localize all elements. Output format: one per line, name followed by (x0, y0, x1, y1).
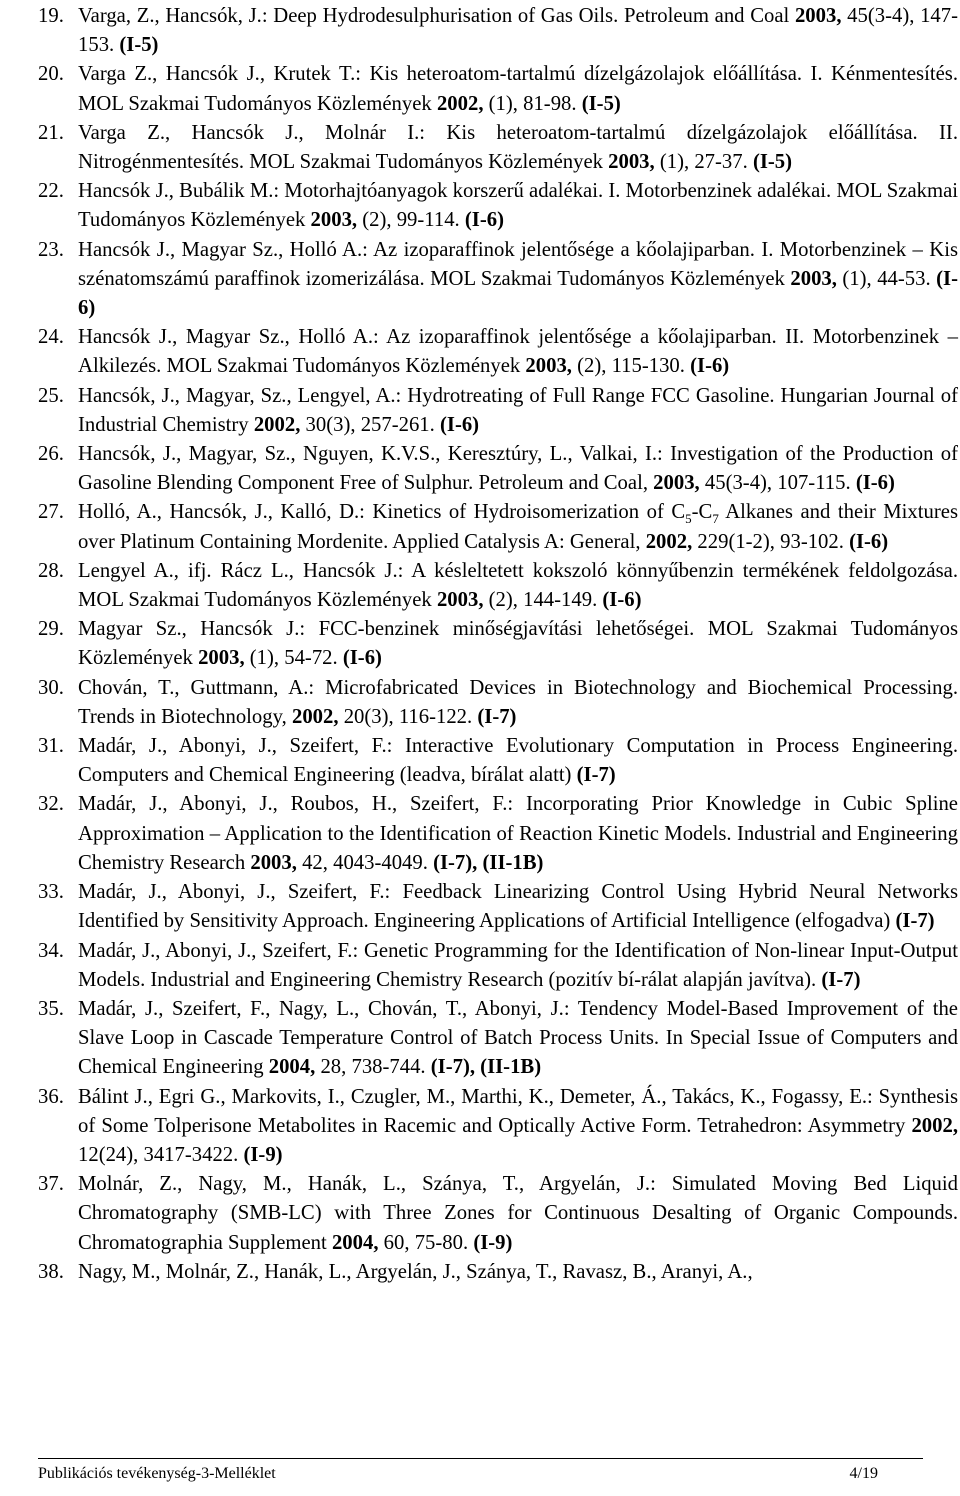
reference-bold-segment: 2004, (268, 1056, 316, 1079)
reference-segment: Bálint J., Egri G., Markovits, I., Czugler, M., Marthi, K., Demeter, Á., Takács, K., Fogassy, E.: Synthesis of Some Tolperisone Metabolites in Racemic and Optically Active Form. Tetrahedron: Asymmetry (78, 1085, 958, 1137)
footer-divider (38, 1458, 923, 1459)
reference-bold-segment: (I-7) (895, 910, 935, 933)
reference-bold-segment: (I-9) (473, 1231, 513, 1254)
reference-segment: (1), 44-53. (836, 267, 937, 290)
reference-segment: Hancsók J., Magyar Sz., Holló A.: Az izoparaffinok jelentősége a kőolajiparban. I. Motorbenzinek – Kis szénatomszámú paraffinok izomerizálása. MOL Szakmai Tudományos Közlemények (78, 238, 958, 290)
reference-bold-segment: (I-7) (821, 968, 861, 991)
reference-number: 38. (38, 1260, 64, 1283)
reference-bold-segment: (I-6) (602, 589, 642, 612)
reference-text (78, 2, 958, 60)
reference-bold-segment: (I-5) (119, 34, 159, 57)
reference-item (38, 440, 958, 498)
reference-number: 36. (38, 1085, 64, 1108)
reference-segment: Hancsók J., Magyar Sz., Holló A.: Az izoparaffinok jelentősége a kőolajiparban. II. Motorbenzinek – Alkilezés. MOL Szakmai Tudományos Közlemények (78, 326, 958, 378)
reference-bold-segment: 2002, (253, 413, 301, 436)
reference-bold-segment: (I-7) (576, 764, 616, 787)
reference-number: 19. (38, 5, 64, 27)
reference-text (78, 937, 958, 995)
reference-bold-segment: 2002, (436, 92, 484, 115)
reference-text (78, 1258, 958, 1287)
reference-number: 25. (38, 384, 64, 407)
reference-number: 28. (38, 559, 64, 582)
reference-number: 32. (38, 793, 64, 816)
reference-segment: 28, 738-744. (315, 1056, 431, 1079)
reference-segment: 30(3), 257-261. (300, 413, 440, 436)
reference-text (78, 177, 958, 235)
reference-text (78, 995, 958, 1083)
reference-bold-segment: 2003, (310, 209, 358, 232)
reference-segment: Varga, Z., Hancsók, J.: Deep Hydrodesulphurisation of Gas Oils. Petroleum and Coal (78, 5, 795, 27)
reference-item (38, 615, 958, 673)
reference-segment: 12(24), 3417-3422. (78, 1143, 244, 1166)
reference-segment: 45(3-4), 147-153. (78, 5, 958, 57)
reference-segment: Varga Z., Hancsók J., Krutek T.: Kis heteroatom-tartalmú dízelgázolajok előállítása. I. Kénmentesítés. MOL Szakmai Tudományos Közlemények (78, 63, 958, 115)
reference-segment: (2), 115-130. (571, 355, 691, 378)
reference-item (38, 2, 958, 60)
reference-segment: Madár, J., Szeifert, F., Nagy, L., Chován, T., Abonyi, J.: Tendency Model-Based Improvement of the Slave Loop in Cascade Temperature Control of Batch Process Units. In Special Issue of Computers and Chemical Engineering (78, 997, 958, 1079)
reference-segment: Hancsók, J., Magyar, Sz., Lengyel, A.: Hydrotreating of Full Range FCC Gasoline. Hungarian Journal of Industrial Chemistry (78, 384, 958, 436)
reference-number: 37. (38, 1173, 64, 1196)
reference-list (38, 2, 958, 1287)
reference-text (78, 790, 958, 878)
reference-item (38, 1083, 958, 1171)
reference-item (38, 382, 958, 440)
reference-segment: -C (691, 501, 713, 524)
reference-text (78, 60, 958, 118)
reference-bold-segment: 2003, (790, 267, 837, 290)
reference-segment: Hancsók J., Bubálik M.: Motorhajtóanyagok korszerű adalékai. I. Motorbenzinek adalékai. MOL Szakmai Tudományos Közlemények (78, 180, 958, 232)
reference-text (78, 732, 958, 790)
reference-number: 20. (38, 63, 64, 86)
reference-subscript: 7 (712, 511, 719, 527)
reference-text (78, 323, 958, 381)
reference-segment: Madár, J., Abonyi, J., Szeifert, F.: Genetic Programming for the Identification of Non-linear Input-Output Models. Industrial and Engineering Chemistry Research (pozitív bí-rálat alapján javítva). (78, 939, 958, 991)
reference-text (78, 878, 958, 936)
reference-bold-segment: 2003, (653, 472, 700, 495)
reference-number: 22. (38, 180, 64, 203)
reference-number: 24. (38, 326, 64, 349)
reference-bold-segment: (I-6) (855, 472, 895, 495)
reference-number: 23. (38, 238, 64, 261)
reference-text (78, 1083, 958, 1171)
reference-item (38, 119, 958, 177)
reference-text (78, 1170, 958, 1258)
reference-segment: Alkanes and their Mixtures over Platinum Containing Mordenite. Applied Catalysis A: General, (78, 501, 958, 553)
reference-segment: Molnár, Z., Nagy, M., Hanák, L., Szánya, T., Argyelán, J.: Simulated Moving Bed Liquid Chromatography (SMB-LC) with Three Zones for Continuous Desalting of Organic Compounds. Chromatographia Supplement (78, 1173, 958, 1254)
reference-item (38, 937, 958, 995)
reference-bold-segment: (I-5) (752, 151, 792, 174)
reference-segment: (2), 99-114. (357, 209, 465, 232)
reference-text (78, 119, 958, 177)
reference-bold-segment: (I-6) (78, 267, 958, 320)
reference-text (78, 440, 958, 498)
reference-segment: (2), 144-149. (483, 589, 603, 612)
reference-bold-segment: (I-6) (440, 413, 480, 436)
reference-item (38, 732, 958, 790)
reference-bold-segment: 2002, (645, 530, 693, 553)
reference-bold-segment: (I-9) (243, 1143, 283, 1166)
reference-segment: 42, 4043-4049. (296, 851, 434, 874)
reference-segment: Madár, J., Abonyi, J., Roubos, H., Szeifert, F.: Incorporating Prior Knowledge in Cubic Spline Approximation – Application to the Identification of Reaction Kinetic Models. Industrial and Engineering Chemistry Research (78, 793, 958, 874)
reference-text (78, 557, 958, 615)
reference-item (38, 557, 958, 615)
reference-bold-segment: 2003, (525, 355, 572, 378)
reference-item (38, 236, 958, 324)
reference-bold-segment: 2004, (331, 1231, 379, 1254)
reference-number: 33. (38, 881, 64, 904)
reference-bold-segment: 2003, (794, 5, 842, 27)
reference-segment: Madár, J., Abonyi, J., Szeifert, F.: Feedback Linearizing Control Using Hybrid Neural Networks Identified by Sensitivity Approach. Engineering Applications of Artificial Intelligence (elfogadva) (78, 881, 958, 933)
reference-number: 31. (38, 735, 64, 758)
page-number: 4/19 (849, 1465, 878, 1482)
reference-bold-segment: 2003, (436, 589, 484, 612)
reference-text (78, 236, 958, 324)
reference-item (38, 878, 958, 936)
reference-segment: 60, 75-80. (378, 1231, 474, 1254)
reference-text (78, 382, 958, 440)
reference-number: 27. (38, 501, 64, 524)
reference-segment: Hancsók, J., Magyar, Sz., Nguyen, K.V.S., Keresztúry, L., Valkai, I.: Investigation of the Production of Gasoline Blending Component Free of Sulphur. Petroleum and Coal, (78, 443, 958, 495)
reference-bold-segment: (I-7), (II-1B) (433, 851, 544, 874)
reference-segment: Magyar Sz., Hancsók J.: FCC-benzinek minőségjavítási lehetőségei. MOL Szakmai Tudományos Közlemények (78, 618, 958, 670)
reference-item (38, 498, 958, 556)
reference-text (78, 674, 958, 732)
reference-segment: 45(3-4), 107-115. (699, 472, 856, 495)
reference-segment: 229(1-2), 93-102. (692, 530, 850, 553)
reference-number: 26. (38, 443, 64, 466)
reference-bold-segment: 2002, (911, 1114, 958, 1137)
reference-bold-segment: 2003, (250, 851, 297, 874)
reference-bold-segment: (I-6) (342, 647, 382, 670)
reference-text (78, 615, 958, 673)
reference-item (38, 1170, 958, 1258)
reference-item (38, 177, 958, 235)
reference-number: 29. (38, 618, 64, 641)
reference-segment: Nagy, M., Molnár, Z., Hanák, L., Argyelán, J., Szánya, T., Ravasz, B., Aranyi, A., (78, 1260, 753, 1283)
reference-segment: Varga Z., Hancsók J., Molnár I.: Kis heteroatom-tartalmú dízelgázolajok előállítása. II. Nitrogénmentesítés. MOL Szakmai Tudományos Közlemények (78, 121, 958, 174)
reference-bold-segment: (I-7) (477, 705, 517, 728)
reference-item (38, 995, 958, 1083)
reference-subscript: 5 (685, 511, 692, 527)
reference-segment: Madár, J., Abonyi, J., Szeifert, F.: Interactive Evolutionary Computation in Process Engineering. Computers and Chemical Engineering (leadva, bírálat alatt) (78, 735, 958, 787)
reference-number: 35. (38, 997, 64, 1020)
reference-bold-segment: 2003, (198, 647, 245, 670)
reference-bold-segment: 2003, (608, 151, 655, 174)
footer-title: Publikációs tevékenység-3-Melléklet (38, 1465, 276, 1482)
reference-segment: Lengyel A., ifj. Rácz L., Hancsók J.: A késleltetett kokszoló könnyűbenzin termékének feldolgozása. MOL Szakmai Tudományos Közlemények (78, 559, 958, 612)
reference-segment: 20(3), 116-122. (338, 705, 478, 728)
reference-item (38, 674, 958, 732)
reference-item (38, 60, 958, 118)
reference-number: 21. (38, 121, 64, 144)
reference-number: 34. (38, 939, 64, 962)
reference-bold-segment: 2002, (291, 705, 339, 728)
reference-segment: Holló, A., Hancsók, J., Kalló, D.: Kinetics of Hydroisomerization of C (78, 501, 686, 524)
reference-item (38, 1258, 958, 1287)
reference-number: 30. (38, 676, 64, 699)
reference-item (38, 790, 958, 878)
reference-bold-segment: (I-7), (II-1B) (430, 1056, 542, 1079)
reference-text (78, 498, 958, 556)
reference-segment: (1), 54-72. (244, 647, 343, 670)
reference-bold-segment: (I-6) (849, 530, 889, 553)
reference-segment: (1), 81-98. (483, 92, 582, 115)
reference-bold-segment: (I-6) (690, 355, 730, 378)
reference-bold-segment: (I-5) (581, 92, 621, 115)
reference-segment: Chován, T., Guttmann, A.: Microfabricated Devices in Biotechnology and Biochemical Processing. Trends in Biotechnology, (78, 676, 958, 728)
reference-segment: (1), 27-37. (654, 151, 753, 174)
reference-item (38, 323, 958, 381)
reference-bold-segment: (I-6) (464, 209, 504, 232)
